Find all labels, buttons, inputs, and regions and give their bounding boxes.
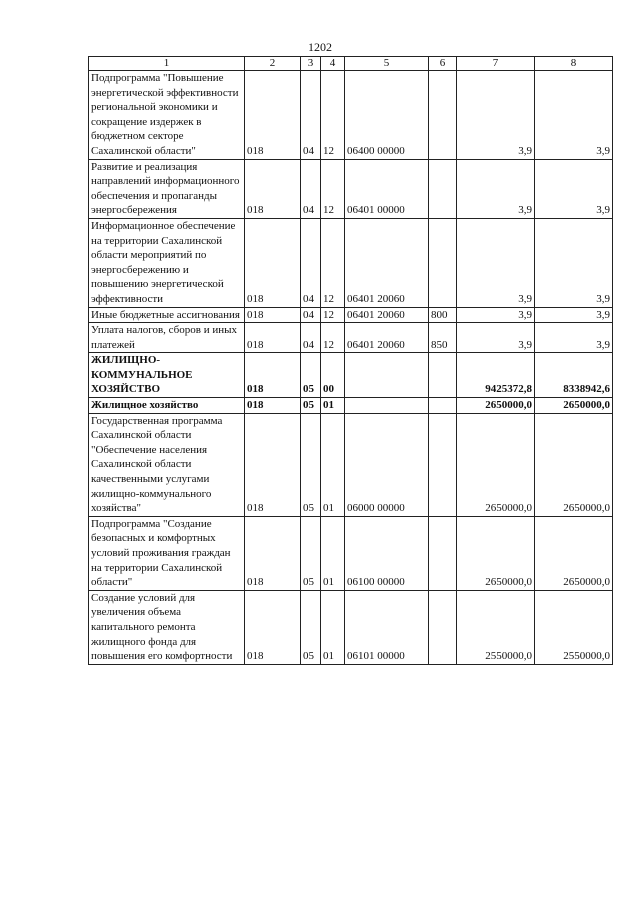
table-row bbox=[89, 218, 613, 307]
row-amount-cell: 3,9 bbox=[457, 159, 535, 218]
row-amount-cell: 3,9 bbox=[457, 323, 535, 353]
table-row bbox=[89, 590, 613, 664]
row-amount-cell: 2650000,0 bbox=[535, 516, 613, 590]
row-target-article-cell: 06401 20060 bbox=[345, 307, 429, 323]
row-admin-code-cell: 018 bbox=[245, 353, 301, 398]
row-amount-cell: 3,9 bbox=[457, 218, 535, 307]
row-section-cell: 04 bbox=[301, 307, 321, 323]
table-row bbox=[89, 413, 613, 516]
row-amount-cell: 3,9 bbox=[535, 307, 613, 323]
row-target-article-cell: 06000 00000 bbox=[345, 413, 429, 516]
header-cell: 8 bbox=[535, 57, 613, 71]
table-row bbox=[89, 323, 613, 353]
row-amount-cell: 3,9 bbox=[457, 71, 535, 160]
row-amount-cell: 2650000,0 bbox=[457, 413, 535, 516]
row-expense-type-cell bbox=[429, 398, 457, 414]
row-name-cell: Жилищное хозяйство bbox=[89, 398, 245, 414]
row-subsection-cell: 01 bbox=[321, 413, 345, 516]
row-amount-cell: 8338942,6 bbox=[535, 353, 613, 398]
row-name-cell: Уплата налогов, сборов и иных платежей bbox=[89, 323, 245, 353]
table-row bbox=[89, 353, 613, 398]
row-subsection-cell: 01 bbox=[321, 398, 345, 414]
header-cell: 7 bbox=[457, 57, 535, 71]
row-admin-code-cell: 018 bbox=[245, 323, 301, 353]
row-subsection-cell: 12 bbox=[321, 307, 345, 323]
row-section-cell: 04 bbox=[301, 71, 321, 160]
header-cell: 3 bbox=[301, 57, 321, 71]
row-subsection-cell: 12 bbox=[321, 159, 345, 218]
row-subsection-cell: 01 bbox=[321, 590, 345, 664]
row-amount-cell: 2650000,0 bbox=[457, 398, 535, 414]
row-subsection-cell: 12 bbox=[321, 218, 345, 307]
header-cell: 1 bbox=[89, 57, 245, 71]
row-expense-type-cell bbox=[429, 413, 457, 516]
header-cell: 2 bbox=[245, 57, 301, 71]
row-amount-cell: 3,9 bbox=[535, 71, 613, 160]
row-name-cell: Иные бюджетные ассигнования bbox=[89, 307, 245, 323]
table-row bbox=[89, 71, 613, 160]
row-section-cell: 05 bbox=[301, 590, 321, 664]
row-target-article-cell: 06101 00000 bbox=[345, 590, 429, 664]
table-row bbox=[89, 516, 613, 590]
row-amount-cell: 3,9 bbox=[535, 218, 613, 307]
row-name-cell: ЖИЛИЩНО-КОММУНАЛЬНОЕ ХОЗЯЙСТВО bbox=[89, 353, 245, 398]
row-expense-type-cell: 800 bbox=[429, 307, 457, 323]
row-amount-cell: 3,9 bbox=[457, 307, 535, 323]
page-number: 1202 bbox=[308, 40, 332, 54]
row-target-article-cell: 06401 00000 bbox=[345, 159, 429, 218]
row-section-cell: 04 bbox=[301, 323, 321, 353]
row-admin-code-cell: 018 bbox=[245, 590, 301, 664]
row-expense-type-cell bbox=[429, 516, 457, 590]
row-admin-code-cell: 018 bbox=[245, 159, 301, 218]
row-subsection-cell: 01 bbox=[321, 516, 345, 590]
row-name-cell: Государственная программа Сахалинской области "Обеспечение населения Сахалинской области качественными услугами жилищно-коммунального хозяйства" bbox=[89, 413, 245, 516]
header-cell: 5 bbox=[345, 57, 429, 71]
row-section-cell: 05 bbox=[301, 353, 321, 398]
row-name-cell: Подпрограмма "Создание безопасных и комфортных условий проживания граждан на территории Сахалинской области" bbox=[89, 516, 245, 590]
row-subsection-cell: 12 bbox=[321, 71, 345, 160]
row-target-article-cell: 06401 20060 bbox=[345, 323, 429, 353]
row-name-cell: Развитие и реализация направлений информационного обеспечения и пропаганды энергосбережения bbox=[89, 159, 245, 218]
row-admin-code-cell: 018 bbox=[245, 71, 301, 160]
row-name-cell: Подпрограмма "Повышение энергетической эффективности региональной экономики и сокращение издержек в бюджетном секторе Сахалинской области" bbox=[89, 71, 245, 160]
row-section-cell: 05 bbox=[301, 516, 321, 590]
row-expense-type-cell bbox=[429, 590, 457, 664]
header-cell: 4 bbox=[321, 57, 345, 71]
row-amount-cell: 3,9 bbox=[535, 323, 613, 353]
row-amount-cell: 2550000,0 bbox=[457, 590, 535, 664]
row-expense-type-cell bbox=[429, 353, 457, 398]
row-section-cell: 05 bbox=[301, 398, 321, 414]
row-expense-type-cell bbox=[429, 159, 457, 218]
table-row bbox=[89, 398, 613, 414]
row-section-cell: 04 bbox=[301, 218, 321, 307]
row-admin-code-cell: 018 bbox=[245, 398, 301, 414]
table-row bbox=[89, 307, 613, 323]
row-amount-cell: 9425372,8 bbox=[457, 353, 535, 398]
row-target-article-cell: 06401 20060 bbox=[345, 218, 429, 307]
row-amount-cell: 2550000,0 bbox=[535, 590, 613, 664]
budget-table bbox=[88, 56, 613, 665]
row-target-article-cell: 06400 00000 bbox=[345, 71, 429, 160]
row-amount-cell: 2650000,0 bbox=[535, 413, 613, 516]
row-name-cell: Создание условий для увеличения объема капитального ремонта жилищного фонда для повышения его комфортности bbox=[89, 590, 245, 664]
row-name-cell: Информационное обеспечение на территории Сахалинской области мероприятий по энергосбережению и повышению энергетической эффективности bbox=[89, 218, 245, 307]
row-section-cell: 05 bbox=[301, 413, 321, 516]
row-target-article-cell bbox=[345, 398, 429, 414]
row-subsection-cell: 00 bbox=[321, 353, 345, 398]
row-admin-code-cell: 018 bbox=[245, 218, 301, 307]
row-amount-cell: 2650000,0 bbox=[535, 398, 613, 414]
row-section-cell: 04 bbox=[301, 159, 321, 218]
header-cell: 6 bbox=[429, 57, 457, 71]
row-expense-type-cell bbox=[429, 71, 457, 160]
header-row bbox=[89, 57, 613, 71]
row-admin-code-cell: 018 bbox=[245, 413, 301, 516]
row-subsection-cell: 12 bbox=[321, 323, 345, 353]
row-target-article-cell bbox=[345, 353, 429, 398]
row-admin-code-cell: 018 bbox=[245, 516, 301, 590]
row-expense-type-cell bbox=[429, 218, 457, 307]
table-row bbox=[89, 159, 613, 218]
row-admin-code-cell: 018 bbox=[245, 307, 301, 323]
row-target-article-cell: 06100 00000 bbox=[345, 516, 429, 590]
row-expense-type-cell: 850 bbox=[429, 323, 457, 353]
row-amount-cell: 2650000,0 bbox=[457, 516, 535, 590]
row-amount-cell: 3,9 bbox=[535, 159, 613, 218]
